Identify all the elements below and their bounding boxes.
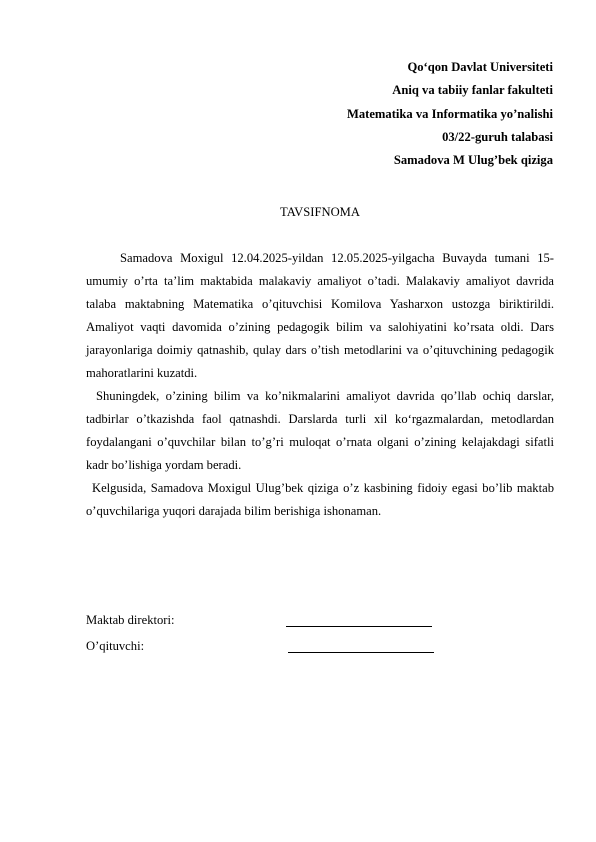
paragraph-1: Samadova Moxigul 12.04.2025-yildan 12.05.2025-yilgacha Buvayda tumani 15-umumiy o’rta ta’lim maktabida malakaviy amaliyot o’tadi. Malakaviy amaliyot davrida talaba maktabning Matematika o’qituvchisi Komilova Yasharxon ustozga biriktirildi. Amaliyot vaqti davomida o’zining pedagogik bilim va salohiyatini ko’rsata oldi. Dars jarayonlariga doimiy qatnashib, qulay dars o’tish metodlarini va o’qituvchining pedagogik mahoratlarini kuzatdi. xyxy=(86,251,554,380)
faculty-name: Aniq va tabiiy fanlar fakulteti xyxy=(392,83,553,98)
teacher-signature-line xyxy=(288,652,434,653)
student-name: Samadova M Ulug’bek qiziga xyxy=(393,153,553,168)
document-body xyxy=(86,247,554,523)
paragraph-3: Kelgusida, Samadova Moxigul Ulug’bek qiziga o’z kasbining fidoiy egasi bo’lib maktab o’quvchilariga yuqori darajada bilim berishiga ishonaman. xyxy=(86,481,554,518)
teacher-label: O’qituvchi: xyxy=(86,639,145,653)
direction-name: Matematika va Informatika yo’nalishi xyxy=(346,106,553,121)
director-signature-line xyxy=(286,626,432,627)
paragraph-2: Shuningdek, o’zining bilim va ko’nikmalarini amaliyot davrida qo’llab ochiq darslar, tadbirlar o’tkazishda faol qatnashdi. Darslarda turli xil ko‘rgazmalardan, metodlardan foydalangani o’quvchilar bilan to’g’ri muloqat o’rnata olgani o’zining kelajakdagi sifatli kadr bo’lishiga yordam beradi. xyxy=(86,389,554,472)
university-name: Qo‘qon Davlat Universiteti xyxy=(407,60,553,74)
group-name: 03/22-guruh talabasi xyxy=(442,129,553,144)
document-title: TAVSIFNOMA xyxy=(280,205,360,219)
document-header xyxy=(347,56,553,172)
director-label: Maktab direktori: xyxy=(86,613,175,627)
